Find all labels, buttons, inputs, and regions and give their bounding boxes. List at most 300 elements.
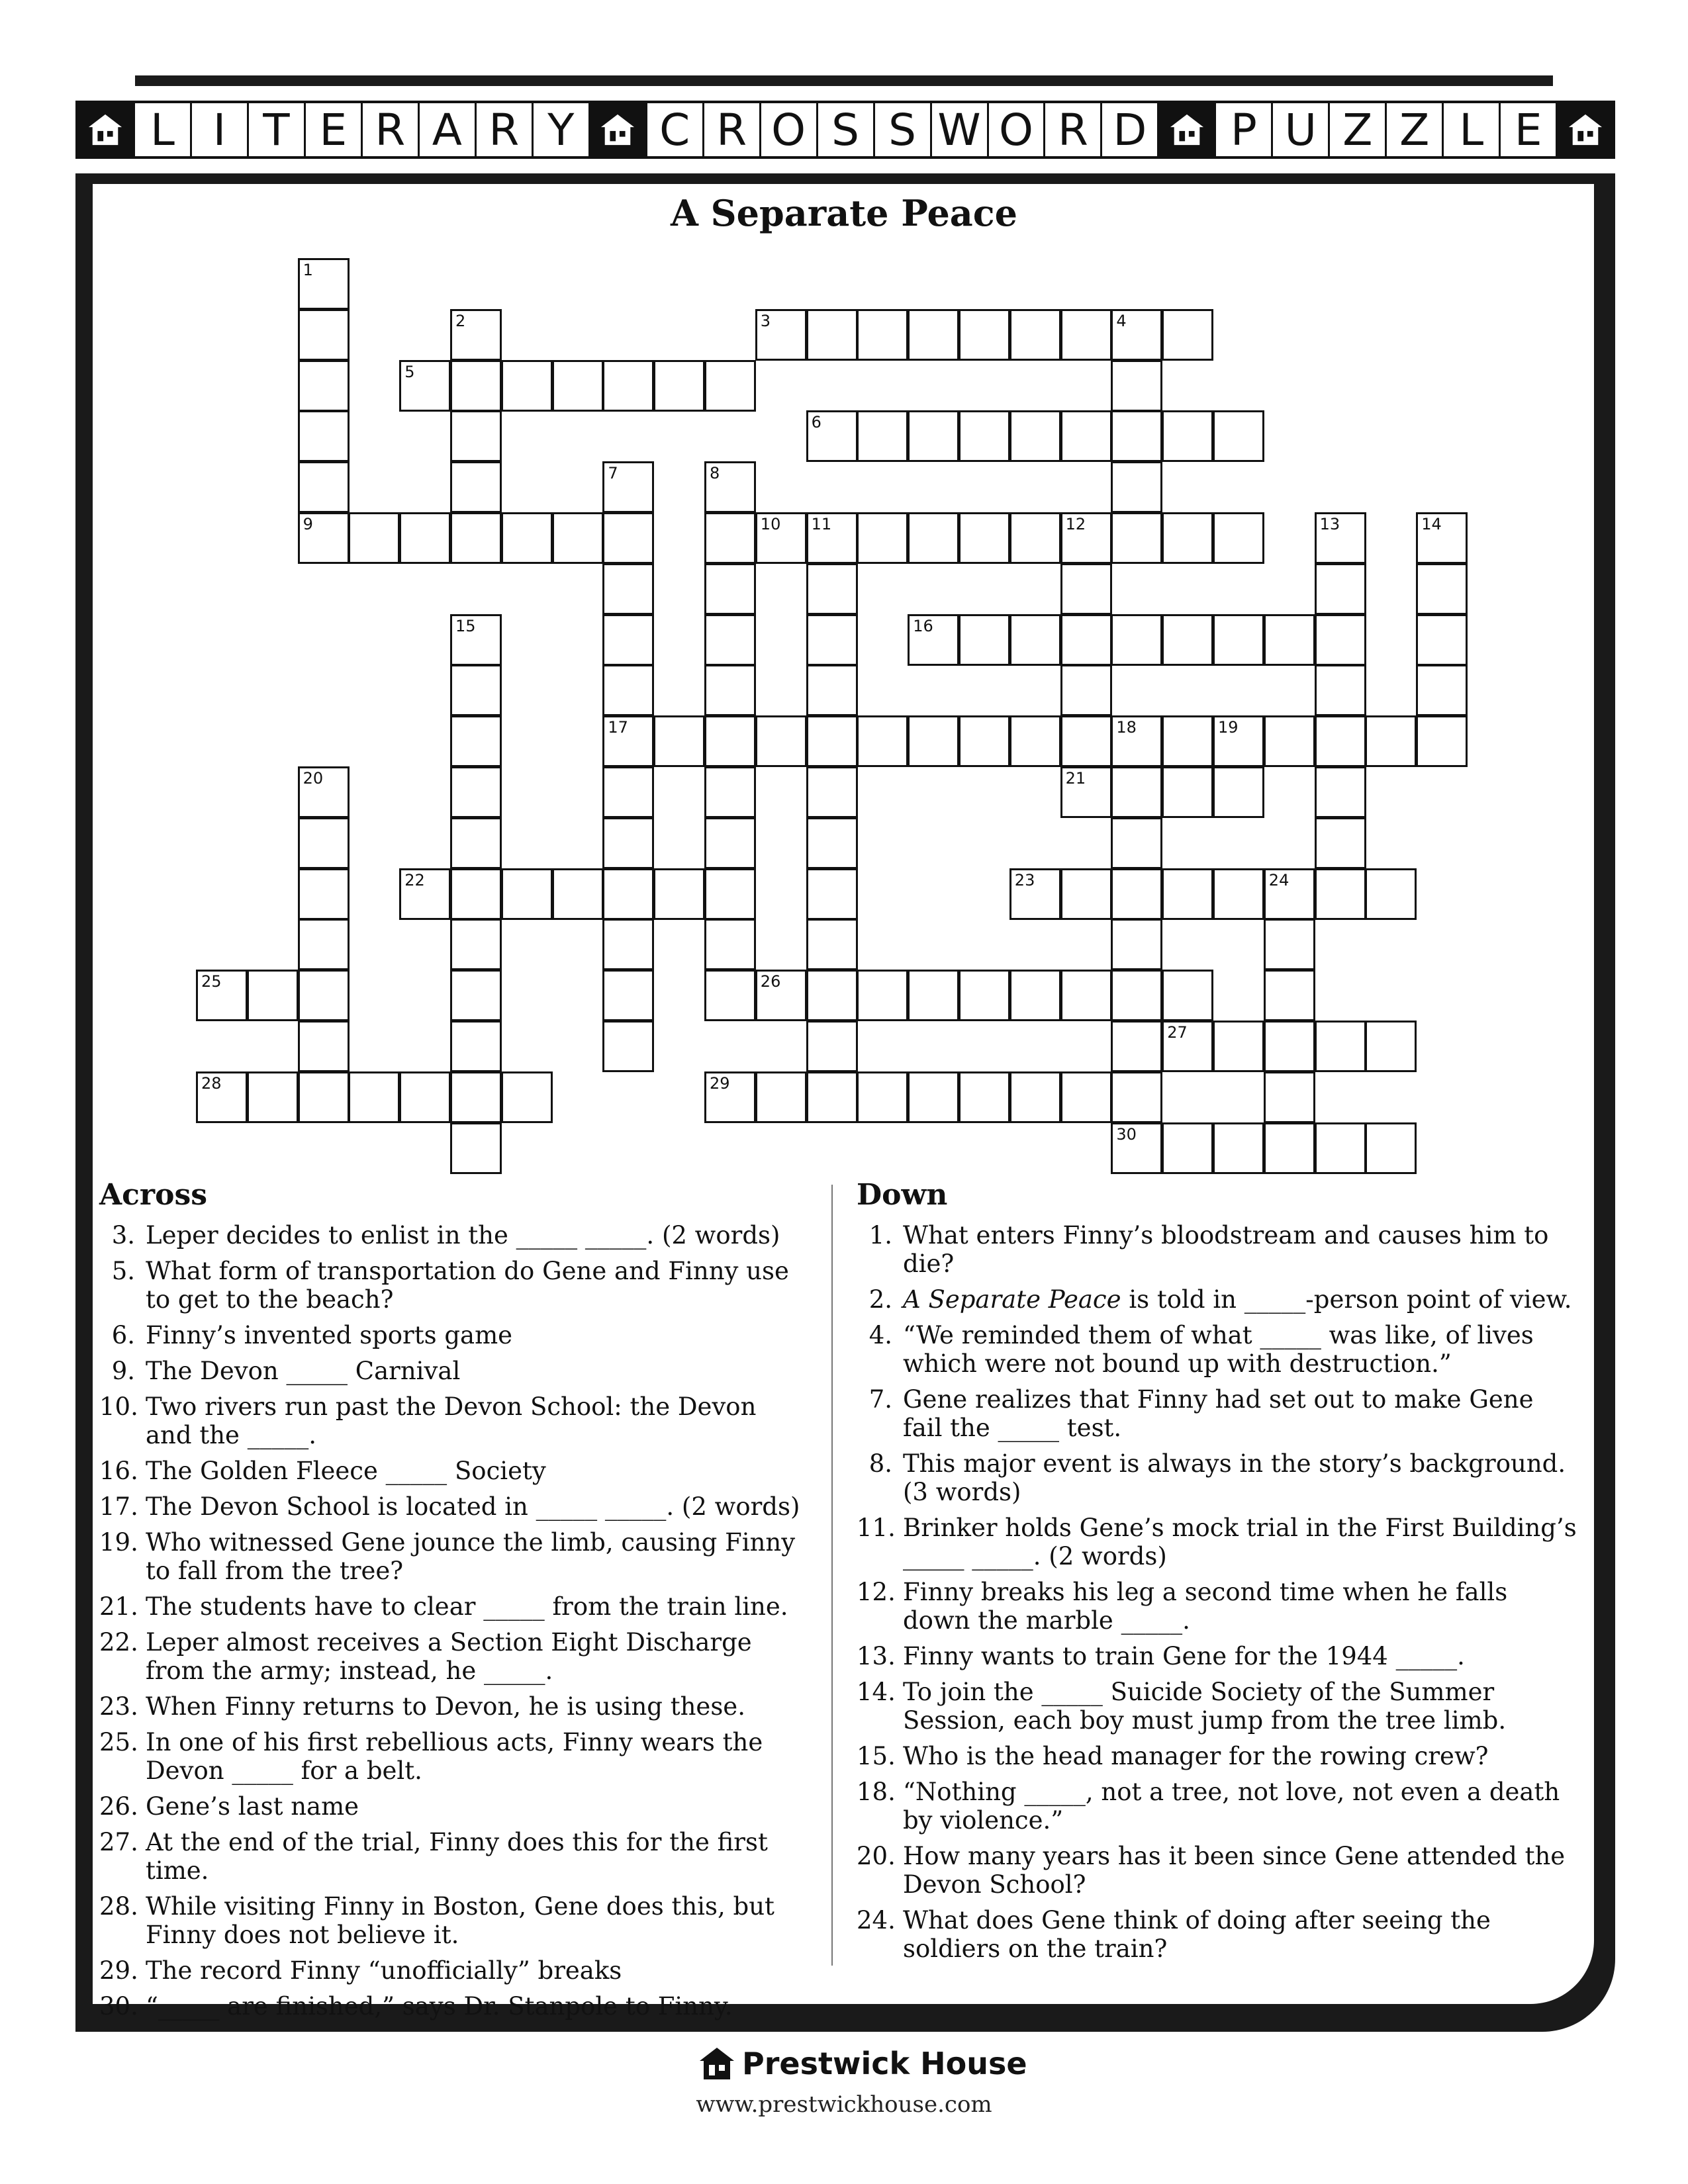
- grid-cell[interactable]: [1111, 461, 1162, 513]
- grid-cell[interactable]: [1060, 970, 1112, 1021]
- clue-number: 24.: [857, 1906, 896, 1934]
- banner-letter: R: [477, 103, 534, 156]
- grid-cell[interactable]: [450, 512, 502, 564]
- clue-number: 16: [913, 616, 933, 635]
- clue-number: 1: [303, 261, 313, 279]
- grid-cell[interactable]: [1365, 715, 1417, 767]
- clue-text: The Devon _____ Carnival: [146, 1357, 461, 1385]
- grid-cell[interactable]: [1060, 868, 1112, 920]
- clue-item: [857, 1385, 1578, 1442]
- clue-text: The students have to clear _____ from the train line.: [146, 1592, 788, 1621]
- grid-cell[interactable]: [959, 614, 1010, 666]
- clue-text: Brinker holds Gene’s mock trial in the First Building’s _____ _____. (2 words): [903, 1514, 1577, 1570]
- clue-number: 13: [1319, 515, 1340, 533]
- grid-cell[interactable]: [1315, 1021, 1366, 1072]
- grid-cell[interactable]: [1264, 970, 1315, 1021]
- clue-text: Finny breaks his leg a second time when he falls down the marble _____.: [903, 1578, 1508, 1635]
- grid-cell[interactable]: [1111, 410, 1162, 462]
- grid-cell[interactable]: [450, 715, 502, 767]
- grid-cell[interactable]: [1111, 919, 1162, 970]
- grid-cell[interactable]: [1009, 1071, 1061, 1123]
- grid-cell[interactable]: [857, 410, 908, 462]
- grid-cell[interactable]: [450, 1021, 502, 1072]
- grid-cell[interactable]: [602, 715, 654, 767]
- banner-letter: T: [249, 103, 306, 156]
- grid-cell[interactable]: [552, 512, 604, 564]
- clue-number: 25: [201, 972, 222, 991]
- grid-cell[interactable]: [602, 614, 654, 666]
- grid-cell[interactable]: [501, 1071, 553, 1123]
- grid-cell[interactable]: [908, 1071, 959, 1123]
- grid-cell[interactable]: [1009, 309, 1061, 361]
- grid-cell[interactable]: [298, 1021, 350, 1072]
- grid-cell[interactable]: [806, 766, 858, 818]
- clue-number: 7.: [868, 1385, 892, 1414]
- clue-number: 19.: [99, 1528, 138, 1557]
- banner-letter: Z: [1387, 103, 1444, 156]
- grid-cell[interactable]: [1060, 563, 1112, 615]
- grid-cell[interactable]: [1162, 512, 1213, 564]
- grid-cell[interactable]: [1315, 664, 1366, 716]
- clue-number: 27.: [99, 1828, 138, 1856]
- grid-cell[interactable]: [1315, 1122, 1366, 1174]
- clue-item: [99, 1221, 808, 1250]
- grid-cell[interactable]: [1416, 614, 1468, 666]
- grid-cell[interactable]: [1264, 614, 1315, 666]
- clue-number: 4.: [868, 1321, 892, 1349]
- grid-cell[interactable]: [857, 512, 908, 564]
- grid-cell[interactable]: [298, 817, 350, 869]
- clue-item: [99, 1628, 808, 1685]
- clue-number: 2: [455, 311, 466, 330]
- grid-cell[interactable]: [755, 1071, 807, 1123]
- grid-cell[interactable]: [1111, 512, 1162, 564]
- clue-number: 16.: [99, 1457, 138, 1485]
- clue-number: 15: [455, 616, 476, 635]
- grid-cell[interactable]: [704, 766, 756, 818]
- grid-cell[interactable]: [1315, 563, 1366, 615]
- grid-cell[interactable]: [196, 1071, 248, 1123]
- grid-cell[interactable]: [704, 868, 756, 920]
- grid-cell[interactable]: [806, 970, 858, 1021]
- grid-cell[interactable]: [908, 410, 959, 462]
- grid-cell[interactable]: [806, 512, 858, 564]
- grid-cell[interactable]: [1009, 410, 1061, 462]
- clue-number: 28.: [99, 1892, 138, 1921]
- clue-text: Leper decides to enlist in the _____ _____. (2 words): [146, 1221, 780, 1250]
- grid-cell[interactable]: [704, 512, 756, 564]
- grid-cell[interactable]: [1009, 512, 1061, 564]
- clue-text: At the end of the trial, Finny does this for the first time.: [146, 1828, 768, 1885]
- clue-number: 11: [811, 515, 832, 533]
- grid-cell[interactable]: [602, 563, 654, 615]
- grid-cell[interactable]: [1315, 614, 1366, 666]
- clue-number: 13.: [857, 1642, 896, 1670]
- clue-text: The record Finny “unofficially” breaks: [146, 1956, 622, 1985]
- grid-cell[interactable]: [602, 512, 654, 564]
- clue-item: [857, 1285, 1578, 1314]
- grid-cell[interactable]: [755, 309, 807, 361]
- grid-cell[interactable]: [704, 817, 756, 869]
- grid-cell[interactable]: [1264, 919, 1315, 970]
- clue-item: [99, 1792, 808, 1821]
- grid-cell[interactable]: [450, 360, 502, 412]
- banner-literary-crossword-puzzle: [75, 101, 1615, 159]
- grid-cell[interactable]: [298, 410, 350, 462]
- grid-cell[interactable]: [602, 919, 654, 970]
- grid-cell[interactable]: [501, 512, 553, 564]
- grid-cell[interactable]: [1060, 766, 1112, 818]
- clue-number: 18: [1116, 718, 1137, 737]
- grid-cell[interactable]: [806, 410, 858, 462]
- grid-cell[interactable]: [1365, 1021, 1417, 1072]
- prestwick-house-logo-icon: [698, 2045, 735, 2082]
- grid-cell[interactable]: [857, 309, 908, 361]
- clue-number: 10: [760, 515, 781, 533]
- grid-cell[interactable]: [1264, 715, 1315, 767]
- clue-item: [857, 1578, 1578, 1635]
- clue-item: [857, 1742, 1578, 1770]
- clue-item: [99, 1692, 808, 1721]
- grid-cell[interactable]: [399, 868, 451, 920]
- grid-cell[interactable]: [450, 461, 502, 513]
- grid-cell[interactable]: [857, 715, 908, 767]
- banner-letter: A: [420, 103, 477, 156]
- clue-item: [857, 1449, 1578, 1506]
- down-clues: [857, 1178, 1578, 1970]
- clue-number: 11.: [857, 1514, 896, 1542]
- grid-cell[interactable]: [298, 970, 350, 1021]
- banner-letter: L: [1444, 103, 1501, 156]
- clue-item: [99, 1457, 808, 1485]
- grid-cell[interactable]: [298, 360, 350, 412]
- grid-cell[interactable]: [1315, 817, 1366, 869]
- clue-item: [857, 1778, 1578, 1835]
- clue-number: 9: [303, 515, 313, 533]
- clue-number: 25.: [99, 1728, 138, 1756]
- grid-cell[interactable]: [908, 309, 959, 361]
- clue-number: 19: [1218, 718, 1239, 737]
- clue-item: [99, 1392, 808, 1449]
- grid-cell[interactable]: [450, 919, 502, 970]
- grid-cell[interactable]: [653, 715, 705, 767]
- grid-cell[interactable]: [602, 461, 654, 513]
- clue-number: 29.: [99, 1956, 138, 1985]
- clue-number: 30.: [99, 1992, 138, 2021]
- grid-cell[interactable]: [1213, 512, 1264, 564]
- grid-cell[interactable]: [806, 1021, 858, 1072]
- clue-number: 8: [710, 464, 720, 483]
- grid-cell[interactable]: [1162, 970, 1213, 1021]
- grid-cell[interactable]: [959, 309, 1010, 361]
- banner-letter: S: [875, 103, 932, 156]
- clue-number: 1.: [868, 1221, 892, 1250]
- grid-cell[interactable]: [1060, 410, 1112, 462]
- clue-number: 17.: [99, 1492, 138, 1521]
- grid-cell[interactable]: [1009, 715, 1061, 767]
- grid-cell[interactable]: [1416, 664, 1468, 716]
- grid-cell[interactable]: [1162, 715, 1213, 767]
- grid-cell[interactable]: [959, 410, 1010, 462]
- grid-cell[interactable]: [1264, 868, 1315, 920]
- clue-number: 10.: [99, 1392, 138, 1421]
- grid-cell[interactable]: [399, 1071, 451, 1123]
- grid-cell[interactable]: [704, 1071, 756, 1123]
- grid-cell[interactable]: [959, 1071, 1010, 1123]
- grid-cell[interactable]: [450, 970, 502, 1021]
- clue-text: What does Gene think of doing after seeing the soldiers on the train?: [903, 1906, 1491, 1963]
- grid-cell[interactable]: [1213, 614, 1264, 666]
- grid-cell[interactable]: [1416, 512, 1468, 564]
- grid-cell[interactable]: [298, 868, 350, 920]
- grid-cell[interactable]: [450, 1122, 502, 1174]
- grid-cell[interactable]: [1111, 1122, 1162, 1174]
- banner-letter: E: [1501, 103, 1558, 156]
- grid-cell[interactable]: [1060, 715, 1112, 767]
- clue-number: 5.: [111, 1257, 135, 1285]
- banner-letter: Y: [534, 103, 590, 156]
- grid-cell[interactable]: [450, 614, 502, 666]
- grid-cell[interactable]: [602, 970, 654, 1021]
- grid-cell[interactable]: [755, 970, 807, 1021]
- house-logo-icon: [1159, 103, 1216, 156]
- grid-cell[interactable]: [552, 868, 604, 920]
- brand-name: Prestwick House: [742, 2046, 1027, 2081]
- house-logo-icon: [590, 103, 647, 156]
- grid-cell[interactable]: [1060, 309, 1112, 361]
- clue-number: 21: [1065, 769, 1086, 788]
- grid-cell[interactable]: [298, 1071, 350, 1123]
- clue-item: [99, 1892, 808, 1949]
- banner-letter: R: [704, 103, 761, 156]
- grid-cell[interactable]: [1213, 1021, 1264, 1072]
- grid-cell[interactable]: [602, 817, 654, 869]
- grid-cell[interactable]: [1111, 970, 1162, 1021]
- grid-cell[interactable]: [1162, 1021, 1213, 1072]
- grid-cell[interactable]: [959, 512, 1010, 564]
- grid-cell[interactable]: [348, 1071, 400, 1123]
- grid-cell[interactable]: [857, 1071, 908, 1123]
- grid-cell[interactable]: [1162, 766, 1213, 818]
- grid-cell[interactable]: [450, 410, 502, 462]
- grid-cell[interactable]: [298, 258, 350, 310]
- clue-item: [99, 1992, 808, 2021]
- grid-cell[interactable]: [653, 868, 705, 920]
- grid-cell[interactable]: [1111, 309, 1162, 361]
- grid-cell[interactable]: [1009, 868, 1061, 920]
- grid-cell[interactable]: [298, 512, 350, 564]
- grid-cell[interactable]: [1111, 715, 1162, 767]
- grid-cell[interactable]: [602, 664, 654, 716]
- grid-cell[interactable]: [704, 919, 756, 970]
- banner-letter: Z: [1330, 103, 1387, 156]
- grid-cell[interactable]: [348, 512, 400, 564]
- grid-cell[interactable]: [755, 715, 807, 767]
- grid-cell[interactable]: [1060, 664, 1112, 716]
- grid-cell[interactable]: [1416, 715, 1468, 767]
- grid-cell[interactable]: [1009, 614, 1061, 666]
- clue-number: 3.: [111, 1221, 135, 1250]
- grid-cell[interactable]: [1162, 614, 1213, 666]
- grid-cell[interactable]: [1213, 868, 1264, 920]
- grid-cell[interactable]: [1111, 868, 1162, 920]
- grid-cell[interactable]: [1315, 868, 1366, 920]
- clue-number: 23.: [99, 1692, 138, 1721]
- grid-cell[interactable]: [1111, 766, 1162, 818]
- grid-cell[interactable]: [450, 664, 502, 716]
- clue-number: 27: [1167, 1023, 1188, 1042]
- clue-number: 3: [760, 311, 771, 330]
- grid-cell[interactable]: [1060, 614, 1112, 666]
- grid-cell[interactable]: [704, 461, 756, 513]
- grid-cell[interactable]: [806, 817, 858, 869]
- grid-cell[interactable]: [1315, 512, 1366, 564]
- grid-cell[interactable]: [908, 715, 959, 767]
- grid-cell[interactable]: [704, 664, 756, 716]
- grid-cell[interactable]: [450, 1071, 502, 1123]
- grid-cell[interactable]: [450, 309, 502, 361]
- grid-cell[interactable]: [1060, 512, 1112, 564]
- clue-text: What enters Finny’s bloodstream and causes him to die?: [903, 1221, 1549, 1278]
- grid-cell[interactable]: [704, 715, 756, 767]
- clue-item: [857, 1678, 1578, 1735]
- grid-cell[interactable]: [1264, 1122, 1315, 1174]
- grid-cell[interactable]: [806, 563, 858, 615]
- clue-item: [857, 1842, 1578, 1899]
- grid-cell[interactable]: [1315, 715, 1366, 767]
- grid-cell[interactable]: [501, 360, 553, 412]
- banner-letter: U: [1273, 103, 1330, 156]
- grid-cell[interactable]: [298, 919, 350, 970]
- grid-cell[interactable]: [959, 715, 1010, 767]
- clue-number: 14.: [857, 1678, 896, 1706]
- grid-cell[interactable]: [247, 1071, 299, 1123]
- across-heading: Across: [99, 1178, 208, 1212]
- clue-number: 8.: [868, 1449, 892, 1478]
- clue-number: 14: [1421, 515, 1442, 533]
- across-clues: [99, 1178, 808, 2028]
- grid-cell[interactable]: [959, 970, 1010, 1021]
- grid-cell[interactable]: [1213, 410, 1264, 462]
- grid-cell[interactable]: [1213, 1122, 1264, 1174]
- grid-cell[interactable]: [908, 970, 959, 1021]
- grid-cell[interactable]: [1162, 1122, 1213, 1174]
- grid-cell[interactable]: [1213, 715, 1264, 767]
- grid-cell[interactable]: [908, 614, 959, 666]
- grid-cell[interactable]: [399, 360, 451, 412]
- clue-number: 20: [303, 769, 324, 788]
- clue-number: 29: [710, 1073, 730, 1093]
- grid-cell[interactable]: [1111, 614, 1162, 666]
- clue-text: Finny wants to train Gene for the 1944 _____.: [903, 1642, 1465, 1670]
- clue-item: [857, 1321, 1578, 1378]
- grid-cell[interactable]: [857, 970, 908, 1021]
- grid-cell[interactable]: [602, 1021, 654, 1072]
- website-url[interactable]: www.prestwickhouse.com: [696, 2091, 992, 2118]
- grid-cell[interactable]: [1111, 360, 1162, 412]
- grid-cell[interactable]: [1162, 309, 1213, 361]
- grid-cell[interactable]: [806, 309, 858, 361]
- clue-item: [99, 1528, 808, 1585]
- grid-cell[interactable]: [806, 664, 858, 716]
- grid-cell[interactable]: [399, 512, 451, 564]
- grid-cell[interactable]: [552, 360, 604, 412]
- grid-cell[interactable]: [602, 360, 654, 412]
- grid-cell[interactable]: [450, 766, 502, 818]
- clue-item: [99, 1592, 808, 1621]
- grid-cell[interactable]: [806, 919, 858, 970]
- grid-cell[interactable]: [298, 309, 350, 361]
- grid-cell[interactable]: [1060, 1071, 1112, 1123]
- house-logo-icon: [1558, 103, 1613, 156]
- grid-cell[interactable]: [653, 360, 705, 412]
- grid-cell[interactable]: [1111, 1071, 1162, 1123]
- grid-cell[interactable]: [806, 614, 858, 666]
- prestwick-house-logo: [698, 2045, 1027, 2082]
- clue-number: 9.: [111, 1357, 135, 1385]
- clue-number: 21.: [99, 1592, 138, 1621]
- grid-cell[interactable]: [450, 817, 502, 869]
- clue-text: The Golden Fleece _____ Society: [146, 1457, 546, 1485]
- clue-item: [857, 1514, 1578, 1570]
- grid-cell[interactable]: [1009, 970, 1061, 1021]
- grid-cell[interactable]: [602, 868, 654, 920]
- grid-cell[interactable]: [1162, 868, 1213, 920]
- grid-cell[interactable]: [1111, 1021, 1162, 1072]
- grid-cell[interactable]: [501, 868, 553, 920]
- top-rule: [135, 75, 1553, 86]
- grid-cell[interactable]: [1162, 410, 1213, 462]
- grid-cell[interactable]: [806, 1071, 858, 1123]
- grid-cell[interactable]: [704, 360, 756, 412]
- clue-number: 17: [608, 718, 628, 737]
- grid-cell[interactable]: [1264, 1021, 1315, 1072]
- banner-letter: O: [989, 103, 1046, 156]
- banner-letter: R: [1045, 103, 1102, 156]
- grid-cell[interactable]: [1365, 868, 1417, 920]
- clue-text: How many years has it been since Gene attended the Devon School?: [903, 1842, 1566, 1899]
- banner-letter: I: [192, 103, 249, 156]
- grid-cell[interactable]: [1315, 766, 1366, 818]
- grid-cell[interactable]: [602, 766, 654, 818]
- clue-number: 26.: [99, 1792, 138, 1821]
- grid-cell[interactable]: [1111, 817, 1162, 869]
- clue-number: 15.: [857, 1742, 896, 1770]
- clue-item: [99, 1728, 808, 1785]
- grid-cell[interactable]: [196, 970, 248, 1021]
- clue-text: Gene’s last name: [146, 1792, 359, 1821]
- grid-cell[interactable]: [1365, 1122, 1417, 1174]
- grid-cell[interactable]: [450, 868, 502, 920]
- grid-cell[interactable]: [704, 970, 756, 1021]
- clue-number: 30: [1116, 1124, 1137, 1144]
- grid-cell[interactable]: [704, 614, 756, 666]
- grid-cell[interactable]: [755, 512, 807, 564]
- grid-cell[interactable]: [298, 766, 350, 818]
- grid-cell[interactable]: [1416, 563, 1468, 615]
- grid-cell[interactable]: [1264, 1071, 1315, 1123]
- grid-cell[interactable]: [298, 461, 350, 513]
- clue-text: Gene realizes that Finny had set out to make Gene fail the _____ test.: [903, 1385, 1534, 1442]
- clue-text: To join the _____ Suicide Society of the Summer Session, each boy must jump from the tree limb.: [903, 1678, 1507, 1735]
- banner-letter: S: [818, 103, 875, 156]
- grid-cell[interactable]: [1213, 766, 1264, 818]
- grid-cell[interactable]: [806, 715, 858, 767]
- grid-cell[interactable]: [806, 868, 858, 920]
- grid-cell[interactable]: [247, 970, 299, 1021]
- grid-cell[interactable]: [908, 512, 959, 564]
- grid-cell[interactable]: [704, 563, 756, 615]
